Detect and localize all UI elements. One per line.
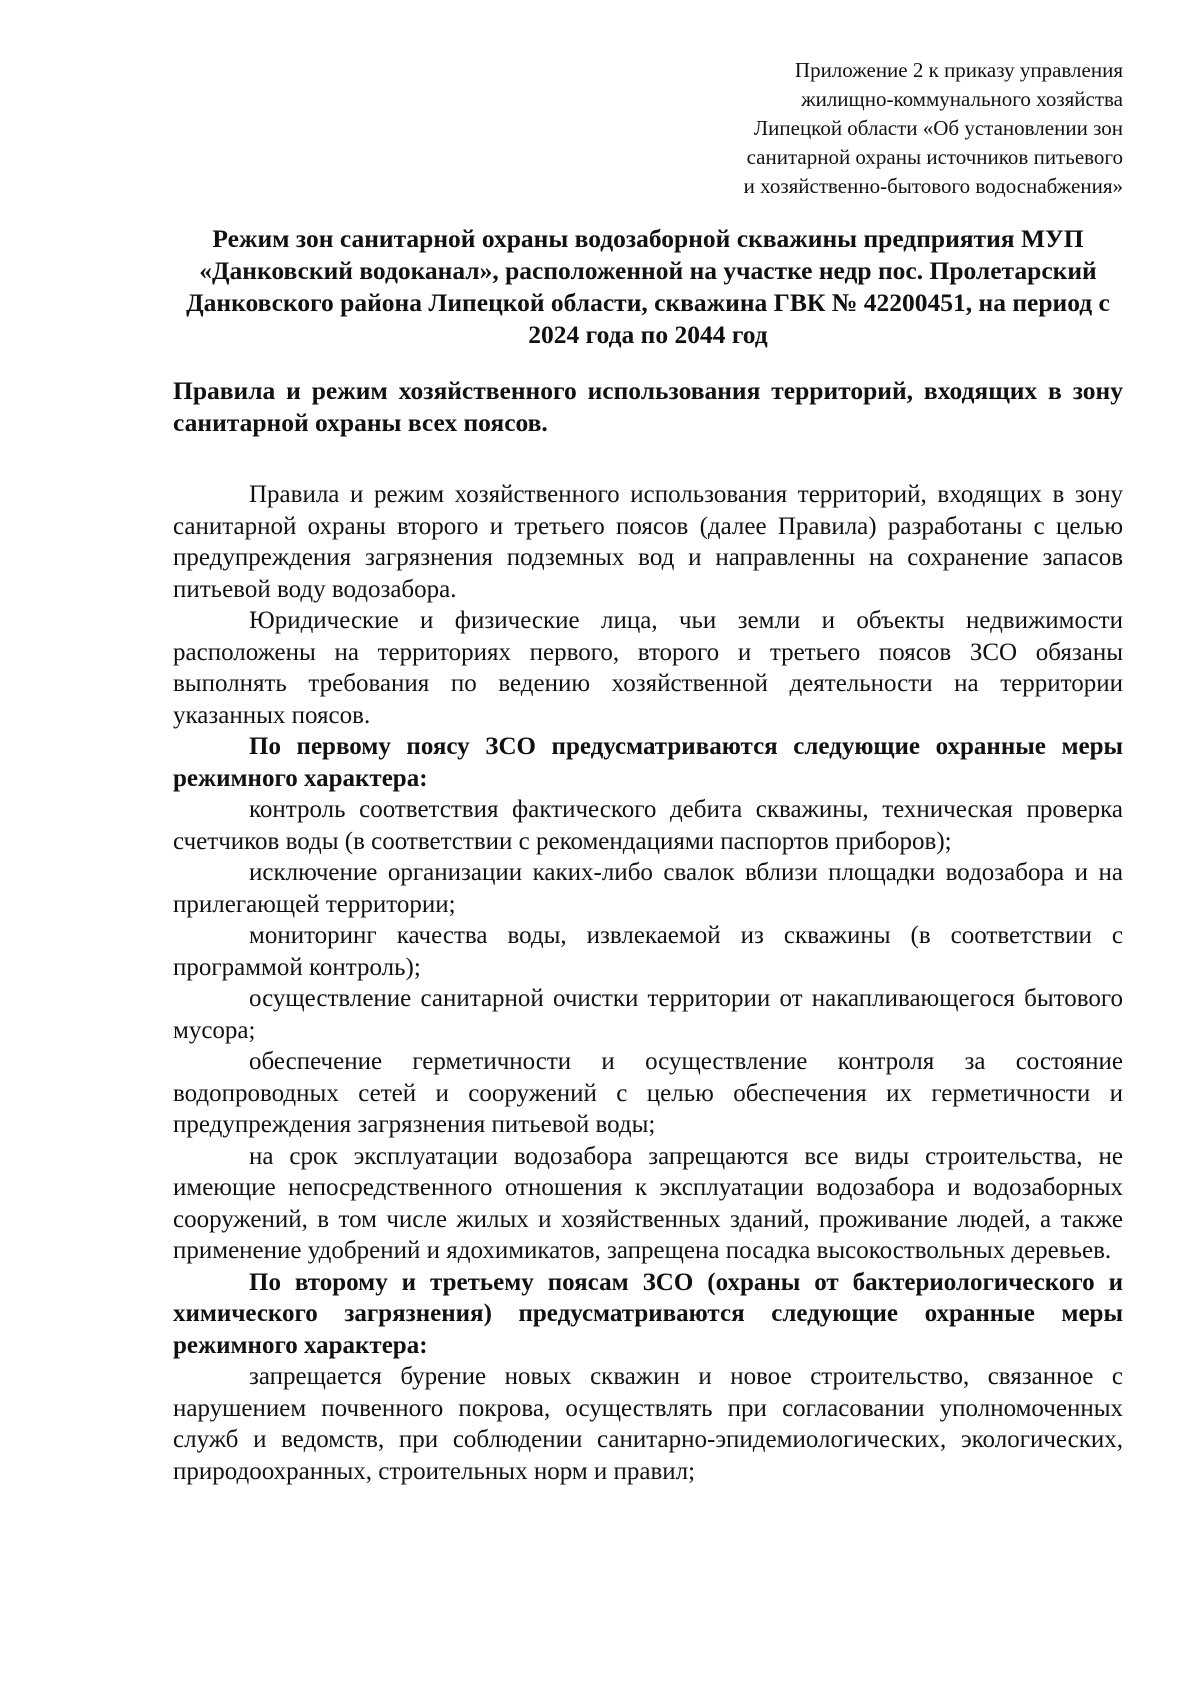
heading-first-belt: По первому поясу ЗСО предусматриваются следующие охранные меры режимного характера: <box>173 733 1123 792</box>
document-page <box>173 56 1123 1487</box>
measure-item: мониторинг качества воды, извлекаемой из скважины (в соответствии с программой контроль); <box>173 922 1123 981</box>
measure-item: обеспечение герметичности и осуществление контроля за состояние водопроводных сетей и сооружений с целью обеспечения их герметичности и предупреждения загрязнения питьевой воды; <box>173 1048 1123 1138</box>
section-heading: Правила и режим хозяйственного использования территорий, входящих в зону санитарной охраны всех поясов. <box>173 376 1123 437</box>
appendix-line: жилищно-коммунального хозяйства <box>801 87 1123 111</box>
measure-item: запрещается бурение новых скважин и новое строительство, связанное с нарушением почвенного покрова, осуществлять при согласовании уполномоченных служб и ведомств, при соблюдении санитарно-эпидемиологических, экологических, природоохранных, строительных норм и правил; <box>173 1363 1123 1485</box>
heading-second-third-belts: По второму и третьему поясам ЗСО (охраны от бактериологического и химического загрязнения) предусматриваются следующие охранные меры режимного характера: <box>173 1268 1123 1359</box>
appendix-note <box>633 56 1123 201</box>
appendix-line: и хозяйственно-бытового водоснабжения» <box>743 174 1123 198</box>
measure-item: на срок эксплуатации водозабора запрещаются все виды строительства, не имеющие непосредственного отношения к эксплуатации водозабора и водозаборных сооружений, в том числе жилых и хозяйственных зданий, проживание людей, а также применение удобрений и ядохимикатов, запрещена посадка высокоствольных деревьев. <box>173 1142 1123 1264</box>
document-title: Режим зон санитарной охраны водозаборной скважины предприятия МУП «Данковский водоканал», расположенной на участке недр пос. Пролетарский Данковского района Липецкой области, скважина ГВК № 42200451, на период с 2024 года по 2044 год <box>186 224 1110 349</box>
appendix-line: Липецкой области «Об установлении зон <box>753 116 1123 140</box>
paragraph-obligations: Юридические и физические лица, чьи земли и объекты недвижимости расположены на территориях первого, второго и третьего поясов ЗСО обязаны выполнять требования по ведению хозяйственной деятельности на территории указанных поясов. <box>173 607 1123 729</box>
paragraph-intro: Правила и режим хозяйственного использования территорий, входящих в зону санитарной охраны второго и третьего поясов (далее Правила) разработаны с целью предупреждения загрязнения подземных вод и направленны на сохранение запасов питьевой воду водозабора. <box>173 481 1123 603</box>
appendix-line: Приложение 2 к приказу управления <box>794 58 1123 82</box>
appendix-line: санитарной охраны источников питьевого <box>746 145 1123 169</box>
document-body <box>173 479 1123 1487</box>
measure-item: исключение организации каких-либо свалок вблизи площадки водозабора и на прилегающей территории; <box>173 859 1123 918</box>
measure-item: осуществление санитарной очистки территории от накапливающегося бытового мусора; <box>173 985 1123 1044</box>
measure-item: контроль соответствия фактического дебита скважины, техническая проверка счетчиков воды (в соответствии с рекомендациями паспортов приборов); <box>173 796 1123 855</box>
